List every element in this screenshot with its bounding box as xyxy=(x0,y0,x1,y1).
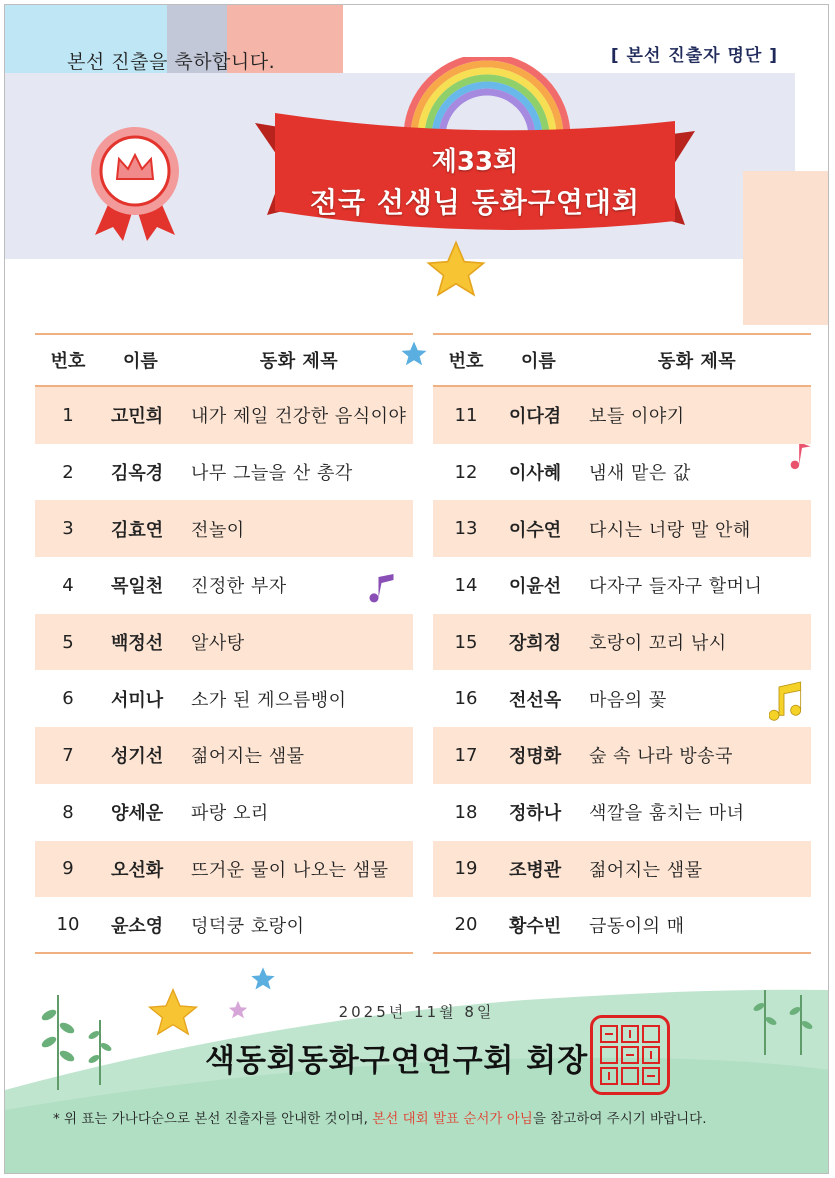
row-title: 색깔을 훔치는 마녀 xyxy=(589,803,745,825)
row-title: 냄새 맡은 값 xyxy=(589,463,691,485)
row-number: 2 xyxy=(62,461,74,483)
row-name: 성기선 xyxy=(111,746,164,768)
row-number: 12 xyxy=(454,461,478,483)
row-number: 9 xyxy=(62,858,74,880)
table-row xyxy=(35,444,413,501)
row-number: 3 xyxy=(62,518,74,540)
table-row xyxy=(35,670,413,727)
row-title: 뜨거운 물이 나오는 샘물 xyxy=(191,859,389,881)
row-name: 윤소영 xyxy=(111,915,164,937)
star-icon xyxy=(423,237,489,303)
table-row xyxy=(433,784,811,841)
row-title: 젊어지는 샘물 xyxy=(589,859,703,881)
row-title: 나무 그늘을 산 총각 xyxy=(191,463,353,485)
row-number: 20 xyxy=(454,914,478,936)
row-title: 숲 속 나라 방송국 xyxy=(589,746,733,768)
header-name: 이름 xyxy=(123,351,158,372)
table-header xyxy=(433,333,811,387)
star-icon xyxy=(249,965,277,993)
row-title: 젊어지는 샘물 xyxy=(191,746,305,768)
row-name: 장희정 xyxy=(509,633,562,655)
row-name: 정명화 xyxy=(509,746,562,768)
footnote-text: * 위 표는 가나다순으로 본선 진출자를 안내한 것이며, xyxy=(53,1111,373,1127)
row-name: 목일천 xyxy=(111,576,164,598)
row-name: 백정선 xyxy=(111,633,164,655)
row-name: 서미나 xyxy=(111,689,164,711)
table-row xyxy=(35,557,413,614)
table-row xyxy=(433,727,811,784)
table-row xyxy=(433,387,811,444)
table-row xyxy=(35,784,413,841)
header-name: 이름 xyxy=(521,351,556,372)
row-name: 이다겸 xyxy=(509,406,562,428)
row-name: 조병관 xyxy=(509,859,562,881)
table-row xyxy=(433,557,811,614)
row-number: 18 xyxy=(454,801,478,823)
row-number: 4 xyxy=(62,574,74,596)
table-row xyxy=(35,897,413,954)
table-row xyxy=(35,727,413,784)
table-header xyxy=(35,333,413,387)
finalist-table-right xyxy=(433,333,811,954)
footnote-highlight: 본선 대회 발표 순서가 아님 xyxy=(372,1111,533,1127)
table-row xyxy=(35,614,413,671)
row-number: 19 xyxy=(454,858,478,880)
row-title: 호랑이 꼬리 낚시 xyxy=(589,633,727,655)
table-row xyxy=(433,500,811,557)
row-title: 소가 된 게으름뱅이 xyxy=(191,689,347,711)
row-name: 이사혜 xyxy=(509,463,562,485)
row-name: 황수빈 xyxy=(509,915,562,937)
banner-line2: 전국 선생님 동화구연대회 xyxy=(309,186,641,219)
row-number: 5 xyxy=(62,631,74,653)
row-title: 알사탕 xyxy=(191,633,245,655)
header-title: 동화 제목 xyxy=(657,351,737,372)
table-row xyxy=(35,841,413,898)
row-title: 마음의 꽃 xyxy=(589,689,667,711)
row-title: 금동이의 매 xyxy=(589,915,685,937)
row-number: 14 xyxy=(454,574,478,596)
row-title: 내가 제일 건강한 음식이야 xyxy=(191,406,407,428)
table-row xyxy=(433,614,811,671)
row-name: 김효연 xyxy=(111,519,164,541)
title-banner xyxy=(255,103,695,243)
row-name: 고민희 xyxy=(111,406,164,428)
banner-line1: 제33회 xyxy=(431,147,519,177)
row-number: 11 xyxy=(454,404,478,426)
row-name: 이윤선 xyxy=(509,576,562,598)
list-tag: [ 본선 진출자 명단 ] xyxy=(610,46,778,66)
table-row xyxy=(35,500,413,557)
leaf-sprig-icon xyxy=(85,1015,115,1085)
header-number: 번호 xyxy=(50,351,86,372)
seal-stamp-icon xyxy=(590,1015,670,1095)
table-row xyxy=(35,387,413,444)
footnote-text-end: 을 참고하여 주시기 바랍니다. xyxy=(532,1111,707,1127)
row-title: 다시는 너랑 말 안해 xyxy=(589,519,751,541)
row-number: 7 xyxy=(62,744,74,766)
row-number: 8 xyxy=(62,801,74,823)
row-name: 양세운 xyxy=(111,803,164,825)
header-title: 동화 제목 xyxy=(259,351,339,372)
table-row xyxy=(433,670,811,727)
row-title: 파랑 오리 xyxy=(191,803,269,825)
row-name: 오선화 xyxy=(111,859,164,881)
row-number: 6 xyxy=(62,688,74,710)
event-date: 2025년 11월 8일 xyxy=(338,1003,495,1021)
row-title: 다자구 들자구 할머니 xyxy=(589,576,763,598)
row-name: 전선옥 xyxy=(509,689,562,711)
row-title: 보들 이야기 xyxy=(589,406,685,428)
row-name: 이수연 xyxy=(509,519,562,541)
row-number: 13 xyxy=(454,518,478,540)
row-title: 전놀이 xyxy=(191,519,245,541)
greeting-text: 본선 진출을 축하합니다. xyxy=(67,51,276,73)
table-row xyxy=(433,897,811,954)
header-number: 번호 xyxy=(448,351,484,372)
finalist-table-left xyxy=(35,333,413,954)
bg-block-peach xyxy=(743,171,829,325)
footnote xyxy=(53,1107,707,1127)
row-number: 16 xyxy=(454,688,478,710)
table-row xyxy=(433,841,811,898)
row-name: 김옥경 xyxy=(111,463,164,485)
row-number: 15 xyxy=(454,631,478,653)
row-number: 10 xyxy=(56,914,80,936)
organization-signature: 색동회동화구연연구회 회장 xyxy=(205,1043,589,1079)
table-row xyxy=(433,444,811,501)
row-name: 정하나 xyxy=(509,803,562,825)
row-number: 17 xyxy=(454,744,478,766)
row-title: 덩덕쿵 호랑이 xyxy=(191,915,305,937)
ribbon-medal-icon xyxy=(83,123,187,243)
row-number: 1 xyxy=(62,404,74,426)
poster xyxy=(4,4,829,1174)
row-title: 진정한 부자 xyxy=(191,576,287,598)
